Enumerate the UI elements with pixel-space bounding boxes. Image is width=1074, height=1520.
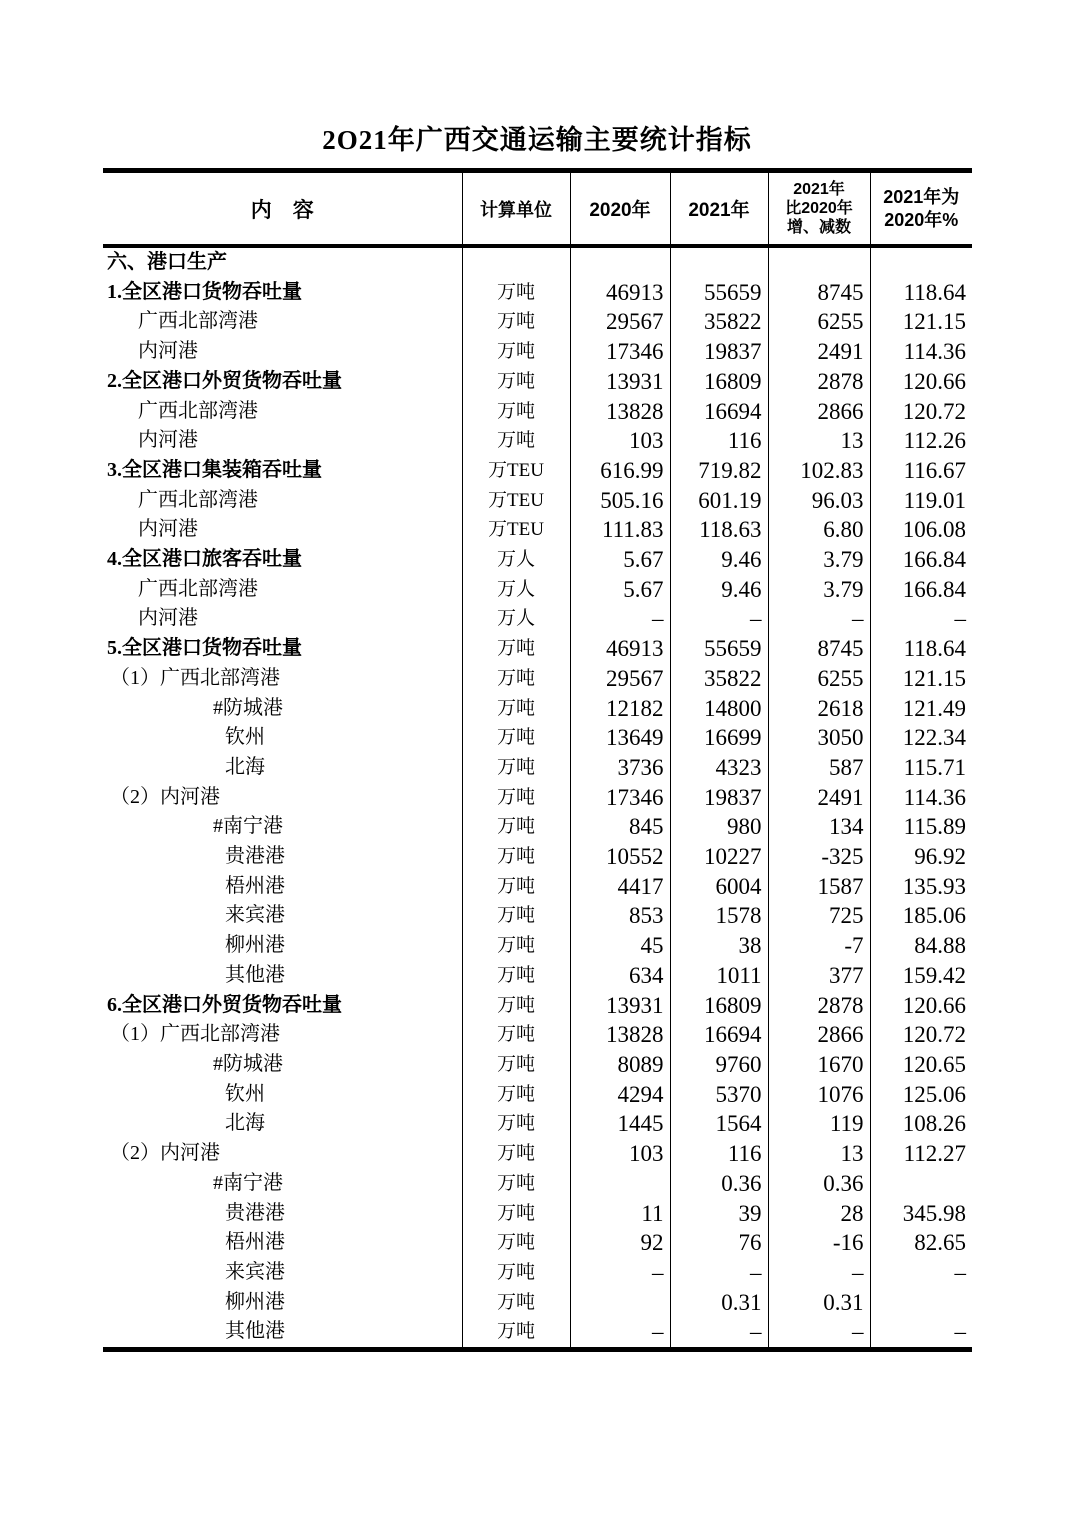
header-row bbox=[103, 171, 972, 247]
table-row bbox=[103, 1169, 972, 1199]
col-header-unit: 计算单位 bbox=[462, 171, 570, 247]
row-pct: – bbox=[870, 1258, 972, 1288]
row-value-2021: 16809 bbox=[670, 367, 768, 397]
row-value-2021: 980 bbox=[670, 812, 768, 842]
row-unit: 万吨 bbox=[462, 783, 570, 813]
row-unit: 万吨 bbox=[462, 1228, 570, 1258]
row-pct: 159.42 bbox=[870, 961, 972, 991]
row-pct: – bbox=[870, 1317, 972, 1349]
row-diff: -7 bbox=[768, 931, 870, 961]
row-pct bbox=[870, 1288, 972, 1318]
row-pct: – bbox=[870, 604, 972, 634]
table-row bbox=[103, 634, 972, 664]
row-value-2021: 1578 bbox=[670, 901, 768, 931]
row-value-2020 bbox=[570, 1169, 670, 1199]
row-diff: 6.80 bbox=[768, 515, 870, 545]
row-value-2020: 10552 bbox=[570, 842, 670, 872]
row-value-2021 bbox=[670, 246, 768, 278]
row-value-2020: 616.99 bbox=[570, 456, 670, 486]
page-title: 2O21年广西交通运输主要统计指标 bbox=[322, 125, 752, 155]
col-header-diff-line2: 比2020年 bbox=[785, 200, 853, 217]
row-label: 1.全区港口货物吞吐量 bbox=[107, 280, 302, 303]
row-unit: 万吨 bbox=[462, 664, 570, 694]
row-value-2020: 17346 bbox=[570, 783, 670, 813]
row-value-2021: – bbox=[670, 604, 768, 634]
row-pct: 115.89 bbox=[870, 812, 972, 842]
row-value-2021: 55659 bbox=[670, 278, 768, 308]
table-row bbox=[103, 842, 972, 872]
row-unit: 万吨 bbox=[462, 307, 570, 337]
row-unit: 万吨 bbox=[462, 1288, 570, 1318]
row-diff: 587 bbox=[768, 753, 870, 783]
row-pct bbox=[870, 1169, 972, 1199]
row-pct: 118.64 bbox=[870, 278, 972, 308]
row-label: 北海 bbox=[225, 755, 265, 778]
table-row bbox=[103, 1139, 972, 1169]
row-pct: 114.36 bbox=[870, 337, 972, 367]
row-unit: 万吨 bbox=[462, 367, 570, 397]
col-header-pct-line2: 2020年% bbox=[884, 209, 959, 230]
row-value-2020: 103 bbox=[570, 1139, 670, 1169]
table-row bbox=[103, 486, 972, 516]
row-value-2020: 45 bbox=[570, 931, 670, 961]
table-row bbox=[103, 753, 972, 783]
row-value-2020: 13649 bbox=[570, 723, 670, 753]
row-value-2021: 118.63 bbox=[670, 515, 768, 545]
row-value-2020: 13828 bbox=[570, 397, 670, 427]
row-label: #南宁港 bbox=[213, 815, 283, 838]
row-pct: 96.92 bbox=[870, 842, 972, 872]
row-value-2021: 14800 bbox=[670, 694, 768, 724]
col-header-2021: 2021年 bbox=[670, 171, 768, 247]
row-unit: 万吨 bbox=[462, 694, 570, 724]
table-row bbox=[103, 397, 972, 427]
table-row bbox=[103, 991, 972, 1021]
row-unit: 万吨 bbox=[462, 1109, 570, 1139]
row-diff: 2491 bbox=[768, 783, 870, 813]
row-value-2020: 5.67 bbox=[570, 575, 670, 605]
row-unit bbox=[462, 246, 570, 278]
table-row bbox=[103, 1317, 972, 1349]
row-label: 广西北部湾港 bbox=[138, 577, 258, 600]
table-row bbox=[103, 1199, 972, 1229]
row-label: 4.全区港口旅客吞吐量 bbox=[107, 548, 302, 571]
col-header-2020: 2020年 bbox=[570, 171, 670, 247]
row-diff: 2491 bbox=[768, 337, 870, 367]
row-pct: 166.84 bbox=[870, 575, 972, 605]
row-value-2020: 29567 bbox=[570, 664, 670, 694]
row-label: 来宾港 bbox=[225, 1260, 285, 1283]
row-unit: 万吨 bbox=[462, 872, 570, 902]
row-pct: 121.15 bbox=[870, 307, 972, 337]
row-value-2020: 11 bbox=[570, 1199, 670, 1229]
row-value-2020: 12182 bbox=[570, 694, 670, 724]
row-pct: 118.64 bbox=[870, 634, 972, 664]
row-label: 来宾港 bbox=[225, 904, 285, 927]
table-row bbox=[103, 456, 972, 486]
row-unit: 万吨 bbox=[462, 723, 570, 753]
table-row bbox=[103, 783, 972, 813]
row-value-2020: – bbox=[570, 604, 670, 634]
row-value-2020: 505.16 bbox=[570, 486, 670, 516]
row-pct bbox=[870, 246, 972, 278]
row-unit: 万吨 bbox=[462, 1020, 570, 1050]
row-diff: 134 bbox=[768, 812, 870, 842]
row-diff: 2878 bbox=[768, 367, 870, 397]
row-label: 内河港 bbox=[138, 607, 198, 630]
row-label: 5.全区港口货物吞吐量 bbox=[107, 637, 302, 660]
row-value-2021: 35822 bbox=[670, 307, 768, 337]
row-value-2021: 601.19 bbox=[670, 486, 768, 516]
table-row bbox=[103, 246, 972, 278]
table-row bbox=[103, 1050, 972, 1080]
row-value-2021: 16699 bbox=[670, 723, 768, 753]
table-row bbox=[103, 961, 972, 991]
row-value-2021: 16694 bbox=[670, 397, 768, 427]
row-value-2020 bbox=[570, 246, 670, 278]
col-header-diff-line1: 2021年 bbox=[793, 181, 845, 198]
row-value-2020: 4294 bbox=[570, 1080, 670, 1110]
row-pct: 112.26 bbox=[870, 426, 972, 456]
row-pct: 82.65 bbox=[870, 1228, 972, 1258]
row-diff: 3.79 bbox=[768, 545, 870, 575]
row-label: 六、港口生产 bbox=[107, 251, 227, 273]
row-diff: 2618 bbox=[768, 694, 870, 724]
row-value-2021: 5370 bbox=[670, 1080, 768, 1110]
row-label: #南宁港 bbox=[213, 1171, 283, 1194]
row-value-2020: 13931 bbox=[570, 991, 670, 1021]
row-label: 内河港 bbox=[138, 340, 198, 363]
row-unit: 万吨 bbox=[462, 634, 570, 664]
row-pct: 125.06 bbox=[870, 1080, 972, 1110]
col-header-content: 内 容 bbox=[103, 171, 462, 247]
row-value-2020: 634 bbox=[570, 961, 670, 991]
row-unit: 万吨 bbox=[462, 901, 570, 931]
row-value-2020: 103 bbox=[570, 426, 670, 456]
row-unit: 万TEU bbox=[462, 486, 570, 516]
row-value-2020: 17346 bbox=[570, 337, 670, 367]
row-diff: 0.36 bbox=[768, 1169, 870, 1199]
row-label: 贵港港 bbox=[225, 845, 285, 868]
row-label: 广西北部湾港 bbox=[138, 399, 258, 422]
row-unit: 万吨 bbox=[462, 1258, 570, 1288]
row-value-2021: 10227 bbox=[670, 842, 768, 872]
row-value-2020: 1445 bbox=[570, 1109, 670, 1139]
row-label: 内河港 bbox=[138, 429, 198, 452]
row-diff: 13 bbox=[768, 426, 870, 456]
row-diff: -16 bbox=[768, 1228, 870, 1258]
row-unit: 万吨 bbox=[462, 1169, 570, 1199]
row-diff: 96.03 bbox=[768, 486, 870, 516]
row-unit: 万吨 bbox=[462, 397, 570, 427]
row-diff: 28 bbox=[768, 1199, 870, 1229]
row-label: 梧州港 bbox=[225, 1231, 285, 1254]
table-row bbox=[103, 604, 972, 634]
row-label: （1）广西北部湾港 bbox=[110, 666, 280, 689]
row-label: （1）广西北部湾港 bbox=[110, 1023, 280, 1046]
row-pct: 120.72 bbox=[870, 1020, 972, 1050]
row-label: 梧州港 bbox=[225, 874, 285, 897]
row-value-2021: 9.46 bbox=[670, 575, 768, 605]
row-value-2020: 8089 bbox=[570, 1050, 670, 1080]
row-unit: 万吨 bbox=[462, 842, 570, 872]
row-unit: 万吨 bbox=[462, 961, 570, 991]
row-unit: 万吨 bbox=[462, 426, 570, 456]
row-label: 柳州港 bbox=[225, 1290, 285, 1313]
table-row bbox=[103, 515, 972, 545]
row-value-2021: 116 bbox=[670, 1139, 768, 1169]
row-unit: 万吨 bbox=[462, 1080, 570, 1110]
row-diff: 6255 bbox=[768, 664, 870, 694]
row-unit: 万吨 bbox=[462, 931, 570, 961]
row-value-2021: 39 bbox=[670, 1199, 768, 1229]
row-value-2020: 111.83 bbox=[570, 515, 670, 545]
row-diff: -325 bbox=[768, 842, 870, 872]
row-unit: 万吨 bbox=[462, 991, 570, 1021]
row-label: 柳州港 bbox=[225, 934, 285, 957]
col-header-diff bbox=[768, 171, 870, 247]
row-unit: 万吨 bbox=[462, 1050, 570, 1080]
row-diff: – bbox=[768, 1317, 870, 1349]
row-unit: 万吨 bbox=[462, 1139, 570, 1169]
row-diff: 2866 bbox=[768, 1020, 870, 1050]
row-value-2021: 6004 bbox=[670, 872, 768, 902]
row-diff: 377 bbox=[768, 961, 870, 991]
row-label: #防城港 bbox=[213, 696, 283, 719]
row-label: 6.全区港口外贸货物吞吐量 bbox=[107, 993, 342, 1016]
row-pct: 122.34 bbox=[870, 723, 972, 753]
row-pct: 108.26 bbox=[870, 1109, 972, 1139]
col-header-pct-line1: 2021年为 bbox=[883, 186, 960, 207]
row-value-2020: 13828 bbox=[570, 1020, 670, 1050]
row-pct: 166.84 bbox=[870, 545, 972, 575]
row-value-2020 bbox=[570, 1288, 670, 1318]
row-value-2021: – bbox=[670, 1258, 768, 1288]
table-row bbox=[103, 307, 972, 337]
row-value-2020: 845 bbox=[570, 812, 670, 842]
row-pct: 121.15 bbox=[870, 664, 972, 694]
row-pct: 121.49 bbox=[870, 694, 972, 724]
row-value-2020: 4417 bbox=[570, 872, 670, 902]
row-label: （2）内河港 bbox=[110, 1142, 220, 1165]
row-value-2020: 46913 bbox=[570, 634, 670, 664]
table-row bbox=[103, 426, 972, 456]
row-value-2021: 16809 bbox=[670, 991, 768, 1021]
row-diff: – bbox=[768, 1258, 870, 1288]
table-row bbox=[103, 664, 972, 694]
row-value-2021: 719.82 bbox=[670, 456, 768, 486]
row-label: 3.全区港口集装箱吞吐量 bbox=[107, 458, 322, 481]
table-row bbox=[103, 367, 972, 397]
row-diff: 6255 bbox=[768, 307, 870, 337]
row-diff: 2866 bbox=[768, 397, 870, 427]
row-diff: 0.31 bbox=[768, 1288, 870, 1318]
row-diff: 8745 bbox=[768, 634, 870, 664]
row-value-2020: 13931 bbox=[570, 367, 670, 397]
row-value-2020: – bbox=[570, 1258, 670, 1288]
row-value-2021: 19837 bbox=[670, 337, 768, 367]
row-value-2021: 0.31 bbox=[670, 1288, 768, 1318]
stats-table bbox=[103, 168, 972, 1352]
table-row bbox=[103, 931, 972, 961]
row-label: #防城港 bbox=[213, 1052, 283, 1075]
row-label: 广西北部湾港 bbox=[138, 488, 258, 511]
row-diff: 8745 bbox=[768, 278, 870, 308]
row-value-2021: 4323 bbox=[670, 753, 768, 783]
row-unit: 万人 bbox=[462, 604, 570, 634]
row-unit: 万吨 bbox=[462, 812, 570, 842]
row-diff: 119 bbox=[768, 1109, 870, 1139]
row-pct: 135.93 bbox=[870, 872, 972, 902]
row-pct: 112.27 bbox=[870, 1139, 972, 1169]
table-row bbox=[103, 1080, 972, 1110]
row-pct: 116.67 bbox=[870, 456, 972, 486]
row-diff: 3050 bbox=[768, 723, 870, 753]
row-diff: – bbox=[768, 604, 870, 634]
row-value-2020: – bbox=[570, 1317, 670, 1349]
row-value-2020: 853 bbox=[570, 901, 670, 931]
table-row bbox=[103, 545, 972, 575]
row-pct: 84.88 bbox=[870, 931, 972, 961]
row-unit: 万吨 bbox=[462, 337, 570, 367]
row-value-2021: 9.46 bbox=[670, 545, 768, 575]
table-row bbox=[103, 1288, 972, 1318]
row-pct: 120.65 bbox=[870, 1050, 972, 1080]
row-diff: 1670 bbox=[768, 1050, 870, 1080]
table-row bbox=[103, 872, 972, 902]
row-diff bbox=[768, 246, 870, 278]
row-pct: 119.01 bbox=[870, 486, 972, 516]
row-unit: 万人 bbox=[462, 575, 570, 605]
table-row bbox=[103, 1020, 972, 1050]
row-value-2021: 76 bbox=[670, 1228, 768, 1258]
table-row bbox=[103, 694, 972, 724]
row-value-2021: 0.36 bbox=[670, 1169, 768, 1199]
row-label: 其他港 bbox=[225, 963, 285, 986]
row-label: 其他港 bbox=[225, 1320, 285, 1343]
row-pct: 115.71 bbox=[870, 753, 972, 783]
row-pct: 120.66 bbox=[870, 991, 972, 1021]
col-header-diff-line3: 增、减数 bbox=[786, 219, 851, 236]
row-pct: 114.36 bbox=[870, 783, 972, 813]
row-pct: 345.98 bbox=[870, 1199, 972, 1229]
row-value-2021: 16694 bbox=[670, 1020, 768, 1050]
row-unit: 万TEU bbox=[462, 456, 570, 486]
table-body bbox=[103, 246, 972, 1350]
row-value-2020: 46913 bbox=[570, 278, 670, 308]
row-label: 广西北部湾港 bbox=[138, 310, 258, 333]
row-unit: 万吨 bbox=[462, 278, 570, 308]
row-unit: 万吨 bbox=[462, 1199, 570, 1229]
table-header bbox=[103, 171, 972, 247]
row-value-2020: 29567 bbox=[570, 307, 670, 337]
row-diff: 2878 bbox=[768, 991, 870, 1021]
row-value-2021: 116 bbox=[670, 426, 768, 456]
row-label: 钦州 bbox=[225, 726, 265, 749]
table-row bbox=[103, 812, 972, 842]
row-value-2021: 38 bbox=[670, 931, 768, 961]
row-diff: 13 bbox=[768, 1139, 870, 1169]
row-diff: 3.79 bbox=[768, 575, 870, 605]
table-row bbox=[103, 278, 972, 308]
col-header-pct bbox=[870, 171, 972, 247]
row-value-2021: 9760 bbox=[670, 1050, 768, 1080]
row-value-2020: 5.67 bbox=[570, 545, 670, 575]
row-pct: 185.06 bbox=[870, 901, 972, 931]
row-pct: 106.08 bbox=[870, 515, 972, 545]
table-row bbox=[103, 575, 972, 605]
table-row bbox=[103, 723, 972, 753]
row-unit: 万人 bbox=[462, 545, 570, 575]
row-label: 北海 bbox=[225, 1112, 265, 1135]
table-row bbox=[103, 1258, 972, 1288]
row-value-2020: 92 bbox=[570, 1228, 670, 1258]
row-label: （2）内河港 bbox=[110, 785, 220, 808]
row-diff: 102.83 bbox=[768, 456, 870, 486]
row-unit: 万吨 bbox=[462, 1317, 570, 1349]
row-value-2020: 3736 bbox=[570, 753, 670, 783]
table-row bbox=[103, 901, 972, 931]
row-value-2021: – bbox=[670, 1317, 768, 1349]
row-unit: 万TEU bbox=[462, 515, 570, 545]
row-diff: 1076 bbox=[768, 1080, 870, 1110]
table-row bbox=[103, 1228, 972, 1258]
row-value-2021: 1011 bbox=[670, 961, 768, 991]
row-value-2021: 1564 bbox=[670, 1109, 768, 1139]
table-row bbox=[103, 1109, 972, 1139]
row-label: 钦州 bbox=[225, 1082, 265, 1105]
row-pct: 120.72 bbox=[870, 397, 972, 427]
row-label: 内河港 bbox=[138, 518, 198, 541]
row-diff: 1587 bbox=[768, 872, 870, 902]
row-value-2021: 19837 bbox=[670, 783, 768, 813]
row-label: 2.全区港口外贸货物吞吐量 bbox=[107, 369, 342, 392]
row-pct: 120.66 bbox=[870, 367, 972, 397]
row-value-2021: 55659 bbox=[670, 634, 768, 664]
table-row bbox=[103, 337, 972, 367]
row-label: 贵港港 bbox=[225, 1201, 285, 1224]
row-diff: 725 bbox=[768, 901, 870, 931]
row-value-2021: 35822 bbox=[670, 664, 768, 694]
row-unit: 万吨 bbox=[462, 753, 570, 783]
